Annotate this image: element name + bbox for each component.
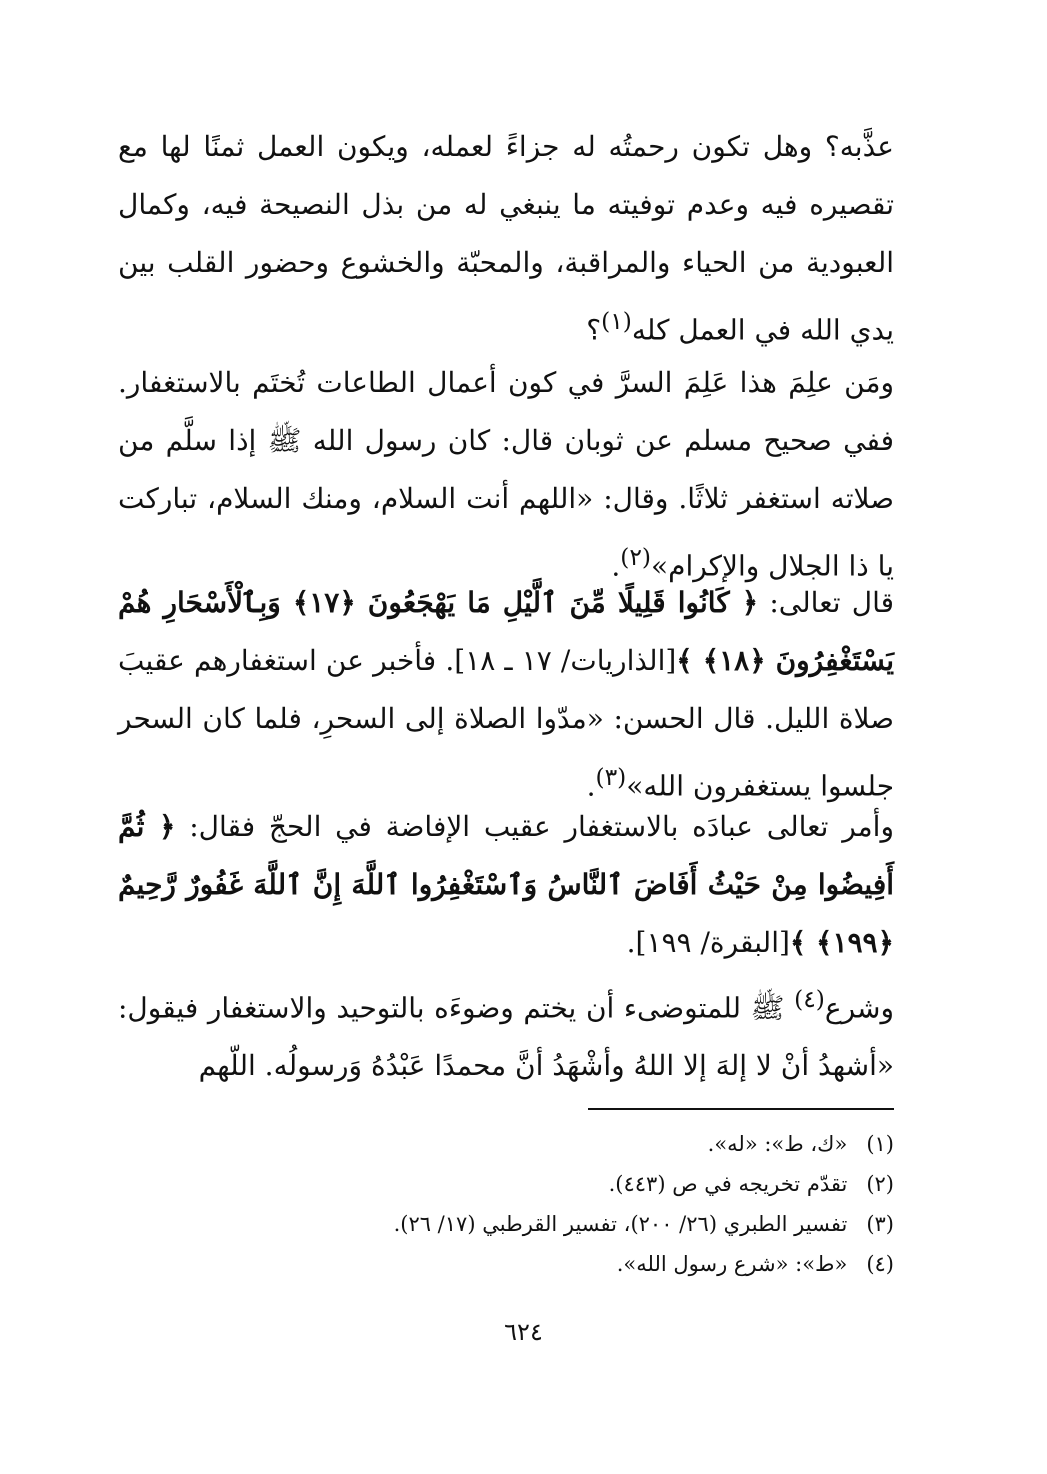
footnote-3-number: (٣): [866, 1212, 894, 1236]
footnote-4-text: «ط»: «شرع رسول الله».: [616, 1252, 848, 1276]
paragraph-3-text: [الذاريات/ ١٧ ـ ١٨]. فأخبر عن استغفارهم عقيبَ صلاة الليل. قال الحسن: «مدّوا الصلاة إلى السحرِ، فلما كان السحر جلسوا يستغفرون الله»: [118, 644, 894, 803]
footnote-ref-1: (١): [601, 307, 632, 335]
paragraph-2: [118, 354, 894, 595]
page-number: ٦٢٤: [504, 1318, 543, 1346]
paragraph-4: [118, 798, 894, 972]
paragraph-2-end: .: [611, 549, 621, 583]
footnote-1-number: (١): [866, 1132, 894, 1156]
paragraph-3: [118, 574, 894, 815]
footnote-2: [300, 1164, 894, 1204]
footnote-ref-2: (٢): [620, 543, 651, 571]
paragraph-4-text: [البقرة/ ١٩٩].: [626, 926, 790, 959]
footnote-ref-4: (٤): [794, 985, 825, 1013]
paragraph-4-intro: وأمر تعالى عبادَه بالاستغفار عقيب الإفاضة في الحجّ فقال:: [175, 810, 894, 843]
paragraph-1: [118, 118, 894, 359]
footnote-1: [300, 1124, 894, 1164]
paragraph-3-end: .: [586, 769, 596, 803]
quran-verse-al-baqarah: ﴿ ثُمَّ أَفِيضُوا مِنْ حَيْثُ أَفَاضَ ٱلنَّاسُ وَٱسْتَغْفِرُوا ٱللَّهَ إِنَّ ٱللَّهَ غَفُورٌ رَّحِيمٌ ﴿١٩٩﴾ ﴾: [118, 810, 894, 959]
paragraph-1-text: عذَّبه؟ وهل تكون رحمتُه له جزاءً لعمله، ويكون العمل ثمنًا لها مع تقصيره فيه وعدم توفيته ما ينبغي له من بذل النصيحة فيه، وكمال العبودية من الحياء والمراقبة، والمحبّة والخشوع وحضور القلب بين يدي الله في العمل كله: [118, 130, 894, 347]
footnote-2-number: (٢): [866, 1172, 894, 1196]
paragraph-5: [118, 970, 894, 1095]
footnote-3: [300, 1204, 894, 1244]
footnote-1-text: «ك، ط»: «له».: [707, 1132, 848, 1156]
footnote-4: [300, 1244, 894, 1284]
footnotes: [300, 1124, 894, 1284]
footnote-2-text: تقدّم تخريجه في ص (٤٤٣).: [608, 1172, 848, 1196]
quran-verse-adh-dhariyat: ﴿ كَانُوا قَلِيلًا مِّنَ ٱلَّيْلِ مَا يَهْجَعُونَ ﴿١٧﴾ وَبِٱلْأَسْحَارِ هُمْ يَسْتَغْفِرُونَ ﴿١٨﴾ ﴾: [118, 586, 895, 677]
paragraph-1-end: ؟: [586, 313, 602, 347]
paragraph-3-intro: قال تعالى:: [758, 586, 894, 619]
paragraph-5-text: ﷺ للمتوضىء أن يختم وضوءَه بالتوحيد والاستغفار فيقول: «أشهدُ أنْ لا إلهَ إلا اللهُ وأشْهَدُ أنَّ محمدًا عَبْدُهُ وَرسولُه. اللّهم: [118, 991, 894, 1083]
footnote-separator: [588, 1108, 894, 1110]
paragraph-5-intro: وشرع: [824, 991, 894, 1025]
footnote-ref-3: (٣): [595, 763, 627, 791]
footnote-3-text: تفسير الطبري (٢٦/ ٢٠٠)، تفسير القرطبي (١٧/ ٢٦).: [393, 1212, 848, 1236]
paragraph-2-text: ومَن علِمَ هذا عَلِمَ السرَّ في كون أعمال الطاعات تُختَم بالاستغفار. ففي صحيح مسلم عن ثوبان قال: كان رسول الله ﷺ إذا سلَّم من صلاته استغفر ثلاثًا. وقال: «اللهم أنت السلام، ومنك السلام، تباركت يا ذا الجلال والإكرام»: [118, 366, 894, 583]
footnote-4-number: (٤): [866, 1252, 894, 1276]
